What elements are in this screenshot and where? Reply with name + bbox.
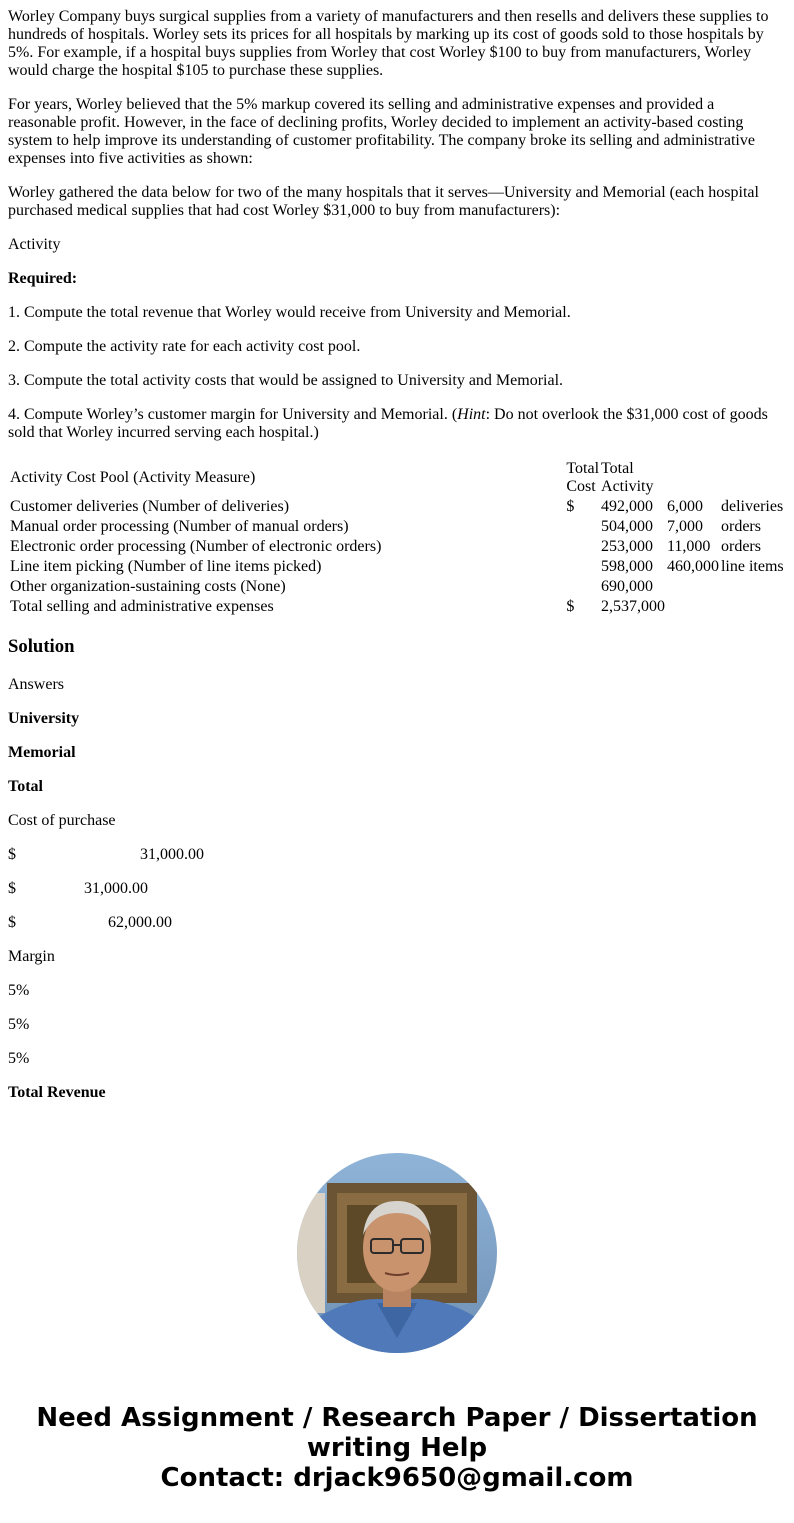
table-total-row: [10, 598, 784, 616]
footer-line-3: Contact: drjack9650@gmail.com: [160, 1463, 634, 1493]
pool-name: Line item picking (Number of line items picked): [10, 558, 322, 575]
cost-of-purchase-label: Cost of purchase: [8, 812, 116, 829]
cost-value-memorial: $ 31,000.00: [8, 880, 148, 897]
footer-line-1: Need Assignment / Research Paper / Dissertation: [36, 1403, 758, 1433]
pool-unit: line items: [720, 558, 784, 575]
activity-cost-pool-table: [8, 458, 786, 618]
pool-cost: 504,000: [601, 518, 654, 535]
margin-value-memorial: 5%: [8, 1016, 30, 1033]
table-header-row: [10, 460, 784, 496]
pool-unit: orders: [720, 538, 761, 555]
table-row: [10, 538, 784, 556]
intro-paragraph-3: Worley gathered the data below for two of the many hospitals that it serves—University and Memorial (each hospital purchased medical supplies that had cost Worley $31,000 to buy from manufacturers):: [8, 184, 759, 219]
pool-name: Electronic order processing (Number of electronic orders): [10, 538, 382, 555]
margin-value-total: 5%: [8, 1050, 30, 1067]
pool-cost: 492,000: [601, 498, 654, 515]
header-total-cost: Total Cost: [566, 460, 600, 495]
pool-unit: deliveries: [720, 498, 784, 515]
table-row: [10, 558, 784, 576]
total-currency: $: [566, 598, 575, 615]
question-3: 3. Compute the total activity costs that would be assigned to University and Memorial.: [8, 372, 564, 389]
author-avatar: [297, 1153, 497, 1353]
header-total-activity: Total Activity: [601, 460, 654, 495]
intro-paragraph-2: For years, Worley believed that the 5% markup covered its selling and administrative expenses and provided a reasonable profit. However, in the face of declining profits, Worley decided to implement an activity-based costing system to help improve its understanding of customer profitability. The company broke its selling and administrative expenses into five activities as shown:: [8, 96, 755, 167]
header-pool: Activity Cost Pool (Activity Measure): [10, 469, 256, 486]
pool-cost: 253,000: [601, 538, 654, 555]
pool-currency: [566, 538, 599, 556]
margin-label: Margin: [8, 948, 55, 965]
pool-name: Other organization-sustaining costs (None): [10, 578, 286, 595]
column-memorial: Memorial: [8, 744, 76, 761]
pool-activity: 11,000: [666, 538, 711, 555]
total-cost: 2,537,000: [601, 598, 666, 615]
column-total: Total: [8, 778, 43, 795]
intro-paragraph-1: Worley Company buys surgical supplies from a variety of manufacturers and then resells and delivers these supplies to hundreds of hospitals. Worley sets its prices for all hospitals by marking up its cost of goods sold to those hospitals by 5%. For example, if a hospital buys supplies from Worley that cost Worley $100 to buy from manufacturers, Worley would charge the hospital $105 to purchase these supplies.: [8, 8, 769, 79]
pool-currency: [566, 518, 599, 536]
footer-contact: [0, 1403, 794, 1493]
cost-value-total: $ 62,000.00: [8, 914, 172, 931]
pool-currency: $: [566, 498, 575, 515]
pool-activity: [667, 578, 719, 596]
pool-cost: 690,000: [601, 578, 654, 595]
required-heading: Required:: [8, 270, 78, 287]
author-photo-icon: [297, 1153, 497, 1353]
cost-value-university: $ 31,000.00: [8, 846, 204, 863]
pool-currency: [566, 558, 599, 576]
margin-value-university: 5%: [8, 982, 30, 999]
hint-word: Hint: [457, 406, 486, 423]
pool-activity: 6,000: [666, 498, 703, 515]
question-4: 4. Compute Worley’s customer margin for University and Memorial. (Hint: Do not overlook the $31,000 cost of goods sold that Worley incurred serving each hospital.): [8, 406, 768, 441]
total-revenue-label: Total Revenue: [8, 1084, 106, 1101]
pool-name: Customer deliveries (Number of deliveries): [10, 498, 290, 515]
pool-currency: [566, 578, 599, 596]
table-row: [10, 498, 784, 516]
pool-activity: 460,000: [666, 558, 719, 575]
solution-heading: Solution: [8, 636, 75, 657]
pool-activity: 7,000: [666, 518, 703, 535]
activity-label: Activity: [8, 236, 61, 253]
pool-name: Manual order processing (Number of manual orders): [10, 518, 349, 535]
column-university: University: [8, 710, 80, 727]
total-label: Total selling and administrative expenses: [10, 598, 274, 615]
question-1: 1. Compute the total revenue that Worley would receive from University and Memorial.: [8, 304, 571, 321]
question-2: 2. Compute the activity rate for each activity cost pool.: [8, 338, 361, 355]
answers-label: Answers: [8, 676, 64, 693]
table-row: [10, 518, 784, 536]
pool-unit: orders: [720, 518, 761, 535]
table-row: [10, 578, 784, 596]
footer-line-2: writing Help: [306, 1433, 488, 1463]
pool-unit: [721, 578, 784, 596]
pool-cost: 598,000: [601, 558, 654, 575]
